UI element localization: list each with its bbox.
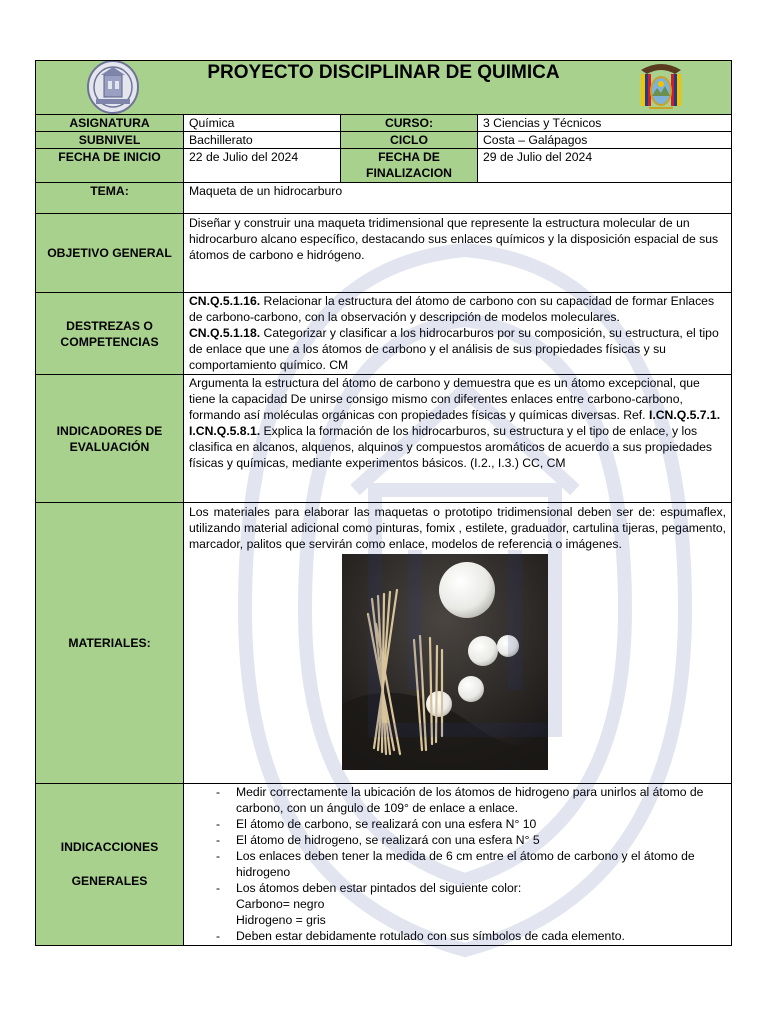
materiales-label: MATERIALES: bbox=[36, 503, 184, 784]
list-item: - Medir correctamente la ubicación de los átomos de hidrogeno para unirlos al átomo de carbono, con un ángulo de 109° de enlace a enlace. bbox=[216, 785, 704, 815]
list-item: - El átomo de carbono, se realizará con una esfera N° 10 bbox=[216, 817, 537, 831]
header-cell bbox=[36, 61, 732, 115]
indicaciones-label-line1: INDICACCIONES bbox=[60, 840, 159, 854]
document-title: PROYECTO DISCIPLINAR DE QUIMICA bbox=[207, 62, 560, 83]
indicadores-content bbox=[184, 375, 732, 503]
indicaciones-label bbox=[36, 784, 184, 946]
ciclo-value: Costa – Galápagos bbox=[478, 132, 732, 149]
list-item: - El átomo de hidrogeno, se realizará con una esfera N° 5 bbox=[216, 833, 540, 847]
list-item: - Los átomos deben estar pintados del siguiente color: bbox=[216, 881, 522, 895]
indicaciones-list bbox=[189, 784, 726, 896]
destreza-code: CN.Q.5.1.16. bbox=[189, 294, 261, 308]
fecha-inicio-value: 22 de Julio del 2024 bbox=[184, 149, 341, 183]
indicaciones-content bbox=[184, 784, 732, 946]
asignatura-value: Química bbox=[184, 115, 341, 132]
destreza-item bbox=[189, 293, 726, 325]
asignatura-label: ASIGNATURA bbox=[36, 115, 184, 132]
materials-photo bbox=[342, 554, 548, 770]
indicaciones-label-line2: GENERALES bbox=[71, 874, 148, 888]
destreza-item bbox=[189, 325, 726, 373]
tema-label: TEMA: bbox=[36, 183, 184, 214]
ciclo-label: CICLO bbox=[341, 132, 478, 149]
indicador-2: I.CN.Q.5.8.1. Explica la formación de los hidrocarburos, su estructura y el tipo de enlace, y los clasifica en alcanos, alquenos, alquinos y compuestos aromáticos de acuerdo a sus propiedades físicas y químicas, mediante experimentos básicos. (I.2., I.3.) CC, CM bbox=[189, 424, 713, 470]
objetivo-text: Diseñar y construir una maqueta tridimensional que represente la estructura molecular de un hidrocarburo alcano específico, destacando sus enlaces químicos y la disposición espacial de sus átomos de carbono e hidrógeno. bbox=[184, 214, 732, 293]
objetivo-label: OBJETIVO GENERAL bbox=[36, 214, 184, 293]
curso-value: 3 Ciencias y Técnicos bbox=[478, 115, 732, 132]
destrezas-label: DESTREZAS O COMPETENCIAS bbox=[36, 293, 184, 375]
fecha-inicio-label: FECHA DE INICIO bbox=[36, 149, 184, 183]
fecha-fin-value: 29 de Julio del 2024 bbox=[478, 149, 732, 183]
foam-balls-and-sticks-photo bbox=[342, 554, 548, 770]
materiales-text: Los materiales para elaborar las maquetas o prototipo tridimensional deben ser de: espumaflex, utilizando material adicional como pinturas, fomix , estilete, graduador, cartulina tijeras, pegamento, marcador, palitos que servirán como enlace, modelos de referencia o imágenes. bbox=[189, 505, 726, 551]
destreza-code: CN.Q.5.1.18. bbox=[189, 326, 261, 340]
carbono-color: Carbono= negro bbox=[236, 897, 325, 911]
destreza-text: Relacionar la estructura del átomo de carbono con su capacidad de formar Enlaces de carbono-carbono, con la observación y descripción de modelos moleculares. bbox=[189, 294, 715, 324]
list-item: - Deben estar debidamente rotulado con sus símbolos de cada elemento. bbox=[216, 929, 625, 943]
subnivel-value: Bachillerato bbox=[184, 132, 341, 149]
curso-label: CURSO: bbox=[341, 115, 478, 132]
destrezas-content bbox=[184, 293, 732, 375]
subnivel-label: SUBNIVEL bbox=[36, 132, 184, 149]
destreza-text: Categorizar y clasificar a los hidrocarburos por su composición, su estructura, el tipo de enlace que une a los átomos de carbono y el análisis de sus propiedades físicas y su comportamiento químico. CM bbox=[189, 326, 719, 372]
lesson-plan-sheet bbox=[35, 60, 731, 950]
hidrogeno-color: Hidrogeno = gris bbox=[236, 913, 326, 927]
tema-value: Maqueta de un hidrocarburo bbox=[184, 183, 732, 214]
indicadores-label: INDICADORES DE EVALUACIÓN bbox=[36, 375, 184, 503]
ecuador-coat-of-arms-icon bbox=[635, 61, 687, 115]
list-item: - Los enlaces deben tener la medida de 6 cm entre el átomo de carbono y el átomo de hidrogeno bbox=[216, 849, 695, 879]
fecha-fin-label: FECHA DE FINALIZACION bbox=[341, 149, 478, 183]
indicador-1: Argumenta la estructura del átomo de carbono y demuestra que es un átomo excepcional, que tiene la capacidad De unirse consigo mismo con diferentes enlaces entre carbono-carbono, formando así moléculas orgánicas con propiedades físicas y químicas diversas. Ref. I.CN.Q.5.7.1. bbox=[189, 376, 721, 422]
materiales-content bbox=[184, 503, 732, 784]
lesson-plan-table bbox=[35, 60, 732, 946]
